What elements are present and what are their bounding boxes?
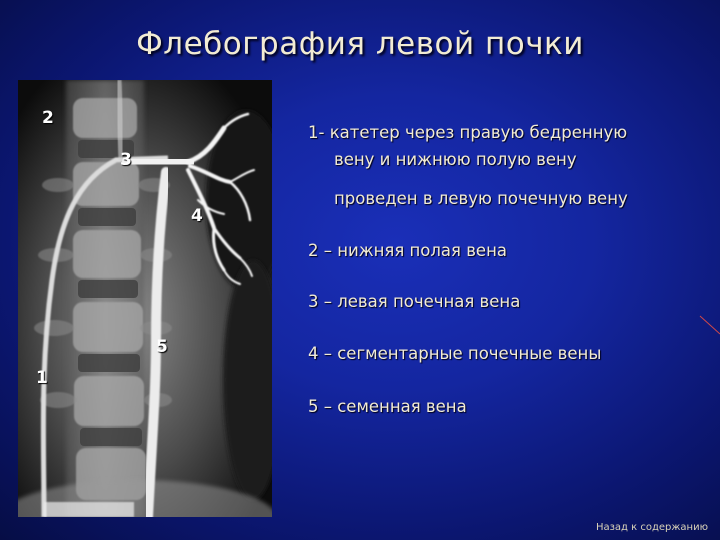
- phlebography-xray-image: [18, 80, 272, 517]
- back-to-contents-link[interactable]: Назад к содержанию: [595, 522, 708, 533]
- slide-title: Флебография левой почки: [136, 26, 584, 62]
- legend-item-3: 3 – левая почечная вена: [308, 292, 521, 311]
- xray-label-segmental-veins: 4: [191, 206, 203, 226]
- xray-label-left-renal-vein: 3: [120, 150, 132, 170]
- legend-item-1-line1: 1- катетер через правую бедренную: [308, 123, 628, 142]
- xray-label-catheter: 1: [36, 368, 48, 388]
- xray-label-seminal-vein: 5: [156, 337, 168, 357]
- legend-item-1-line3: проведен в левую почечную вену: [334, 189, 628, 208]
- legend-item-1-line2: вену и нижнюю полую вену: [334, 150, 577, 169]
- legend-item-4: 4 – сегментарные почечные вены: [308, 344, 602, 363]
- legend-item-2: 2 – нижняя полая вена: [308, 241, 507, 260]
- legend-item-5: 5 – семенная вена: [308, 397, 467, 416]
- xray-label-ivc: 2: [42, 108, 54, 128]
- xray-illustration: [18, 80, 272, 517]
